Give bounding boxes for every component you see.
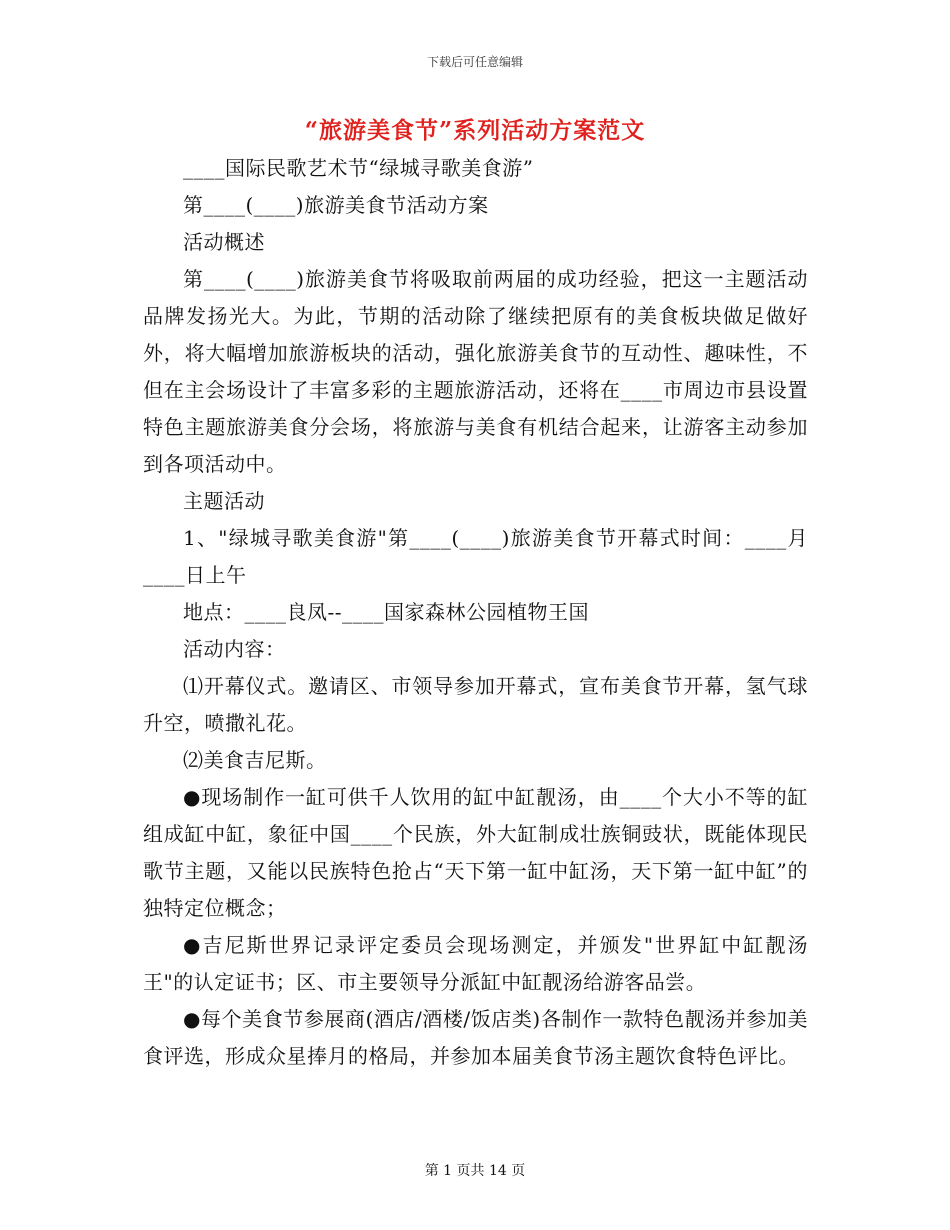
bullet-soup-vat: ●现场制作一缸可供千人饮用的缸中缸靓汤，由____个大小不等的缸组成缸中缸，象征中国____个民族，外大缸制成壮族铜豉状，既能体现民歌节主题，又能以民族特色抢占“天下第一缸中缸汤，天下第一缸中缸”的独特定位概念；: [143, 785, 808, 920]
item-food-guinness: ⑵美食吉尼斯。: [183, 748, 327, 772]
section-heading-theme: 主题活动: [183, 489, 265, 513]
item-opening-ceremony: ⑴开幕仪式。邀请区、市领导参加开幕式，宣布美食节开幕，氢气球升空，喷撒礼花。: [143, 674, 808, 735]
activity-content-heading: 活动内容：: [183, 637, 286, 661]
document-title: “旅游美食节”系列活动方案范文: [304, 117, 646, 144]
page-footer: 第 1 页共 14 页: [424, 1163, 526, 1179]
bullet-guinness-certificate: ●吉尼斯世界记录评定委员会现场测定，并颁发"世界缸中缸靓汤王"的认定证书；区、市主要领导分派缸中缸靓汤给游客品尝。: [143, 933, 808, 994]
bullet-exhibitor-soup: ●每个美食节参展商(酒店/酒楼/饭店类)各制作一款特色靓汤并参加美食评选，形成众星捧月的格局，并参加本届美食节汤主题饮食特色评比。: [143, 1007, 808, 1068]
festival-name-line: ____国际民歌艺术节“绿城寻歌美食游”: [183, 156, 534, 180]
plan-name-line: 第____(____)旅游美食节活动方案: [183, 193, 489, 217]
overview-paragraph: 第____(____)旅游美食节将吸取前两届的成功经验，把这一主题活动品牌发扬光大。为此，节期的活动除了继续把原有的美食板块做足做好外，将大幅增加旅游板块的活动，强化旅游美食节的互动性、趣味性，不但在主会场设计了丰富多彩的主题旅游活动，还将在____市周边市县设置特色主题旅游美食分会场，将旅游与美食有机结合起来，让游客主动参加到各项活动中。: [143, 267, 808, 476]
section-heading-overview: 活动概述: [183, 230, 265, 254]
header-note: 下载后可任意编辑: [426, 55, 523, 69]
opening-ceremony-time: 1、"绿城寻歌美食游"第____(____)旅游美食节开幕式时间：____月____日上午: [143, 526, 808, 587]
document-body: [143, 150, 808, 1075]
opening-ceremony-location: 地点：____良凤--____国家森林公园植物王国: [183, 600, 590, 624]
